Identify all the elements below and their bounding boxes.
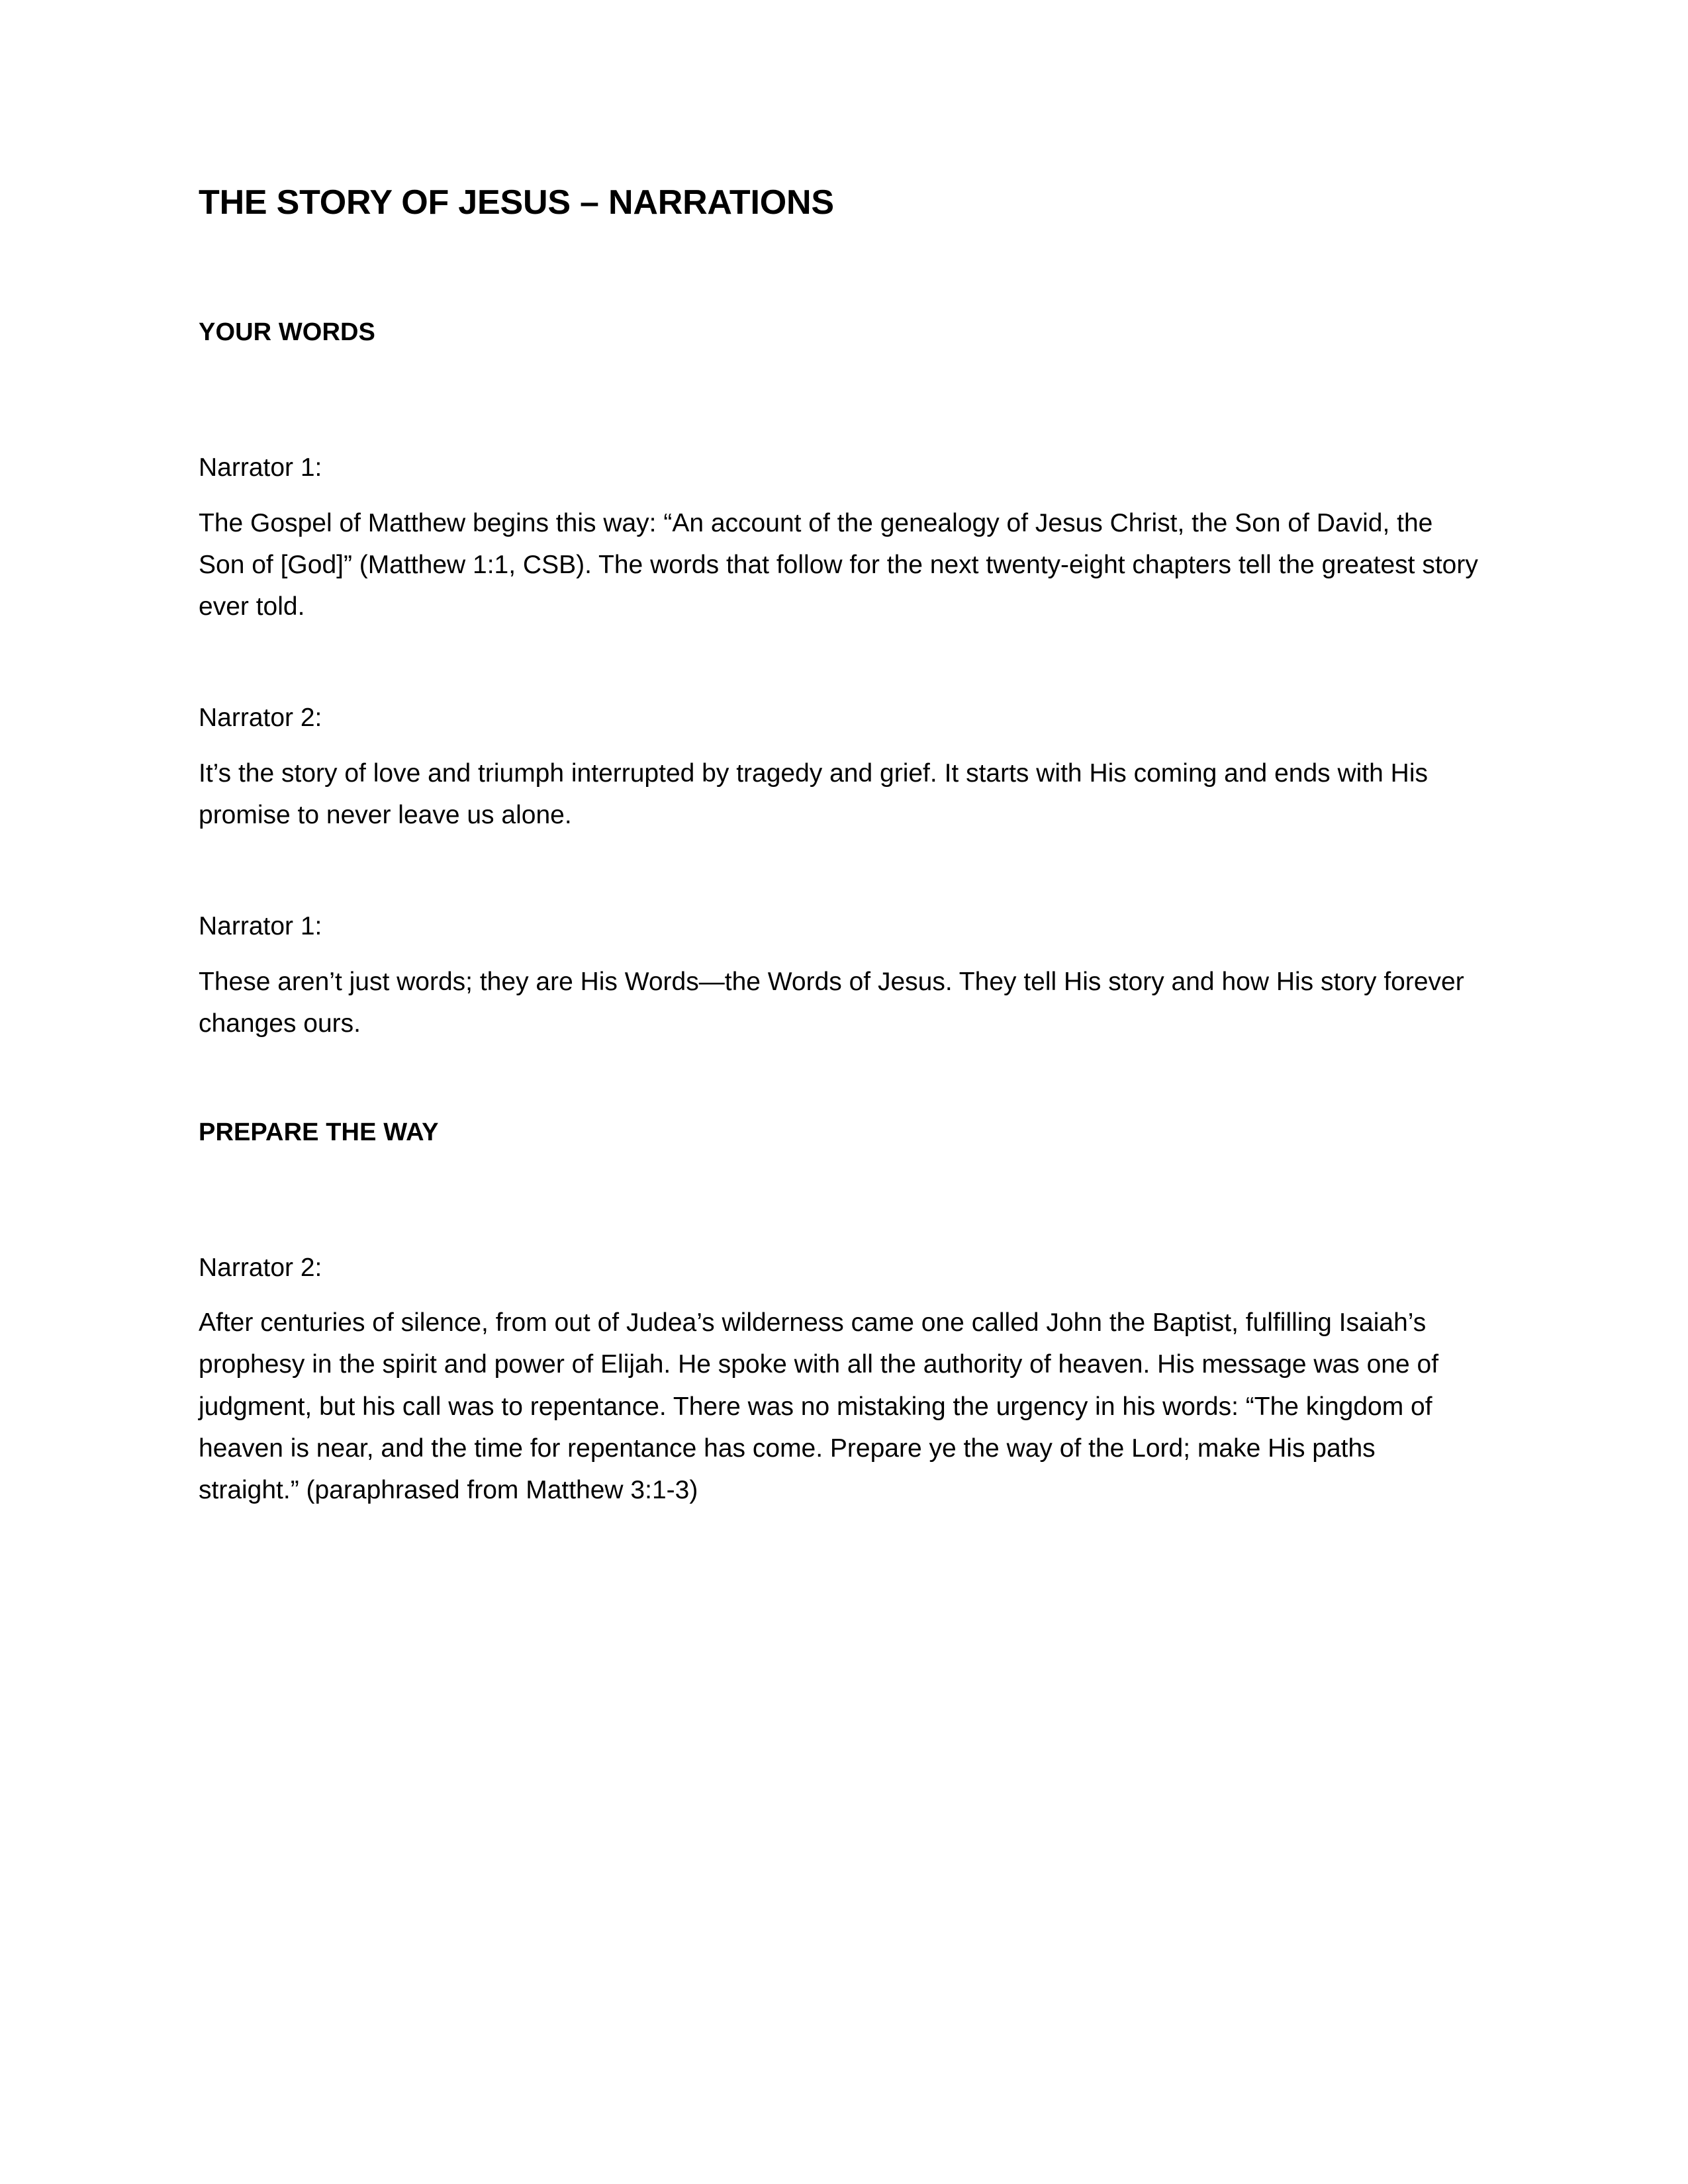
- spacer: [199, 627, 1479, 702]
- narration-paragraph: The Gospel of Matthew begins this way: “An account of the genealogy of Jesus Christ, the Son of David, the Son of [God]” (Matthew 1:1, CSB). The words that follow for the next twenty-eight chapters tell the greatest story ever told.: [199, 508, 1478, 621]
- section-heading-prepare-the-way: PREPARE THE WAY: [199, 1118, 439, 1147]
- speaker-label: Narrator 2:: [199, 704, 322, 733]
- spacer: [199, 1149, 1479, 1251]
- spacer: [199, 735, 1479, 752]
- spacer: [199, 836, 1479, 910]
- section-heading-your-words: YOUR WORDS: [199, 318, 375, 347]
- document-content: [199, 183, 1479, 1511]
- spacer: [199, 1285, 1479, 1302]
- narration-paragraph: After centuries of silence, from out of Judea’s wilderness came one called John the Baptist, fulfilling Isaiah’s prophesy in the spirit and power of Elijah. He spoke with all the authority of heaven. His message was one of judgment, but his call was to repentance. There was no mistaking the urgency in his words: “The kingdom of heaven is near, and the time for repentance has come. Prepare ye the way of the Lord; make His paths straight.” (paraphrased from Matthew 3:1-3): [199, 1308, 1439, 1504]
- narration-paragraph: These aren’t just words; they are His Words—the Words of Jesus. They tell His story and how His story forever changes ours.: [199, 967, 1464, 1038]
- speaker-label: Narrator 2:: [199, 1253, 322, 1282]
- speaker-label: Narrator 1:: [199, 453, 322, 482]
- narration-paragraph: It’s the story of love and triumph interrupted by tragedy and grief. It starts with His coming and ends with His promise to never leave us alone.: [199, 758, 1428, 829]
- spacer: [199, 944, 1479, 961]
- speaker-label: Narrator 1:: [199, 912, 322, 941]
- spacer: [199, 1044, 1479, 1117]
- page-title: THE STORY OF JESUS – NARRATIONS: [199, 183, 834, 222]
- spacer: [199, 223, 1479, 317]
- spacer: [199, 485, 1479, 502]
- spacer: [199, 349, 1479, 451]
